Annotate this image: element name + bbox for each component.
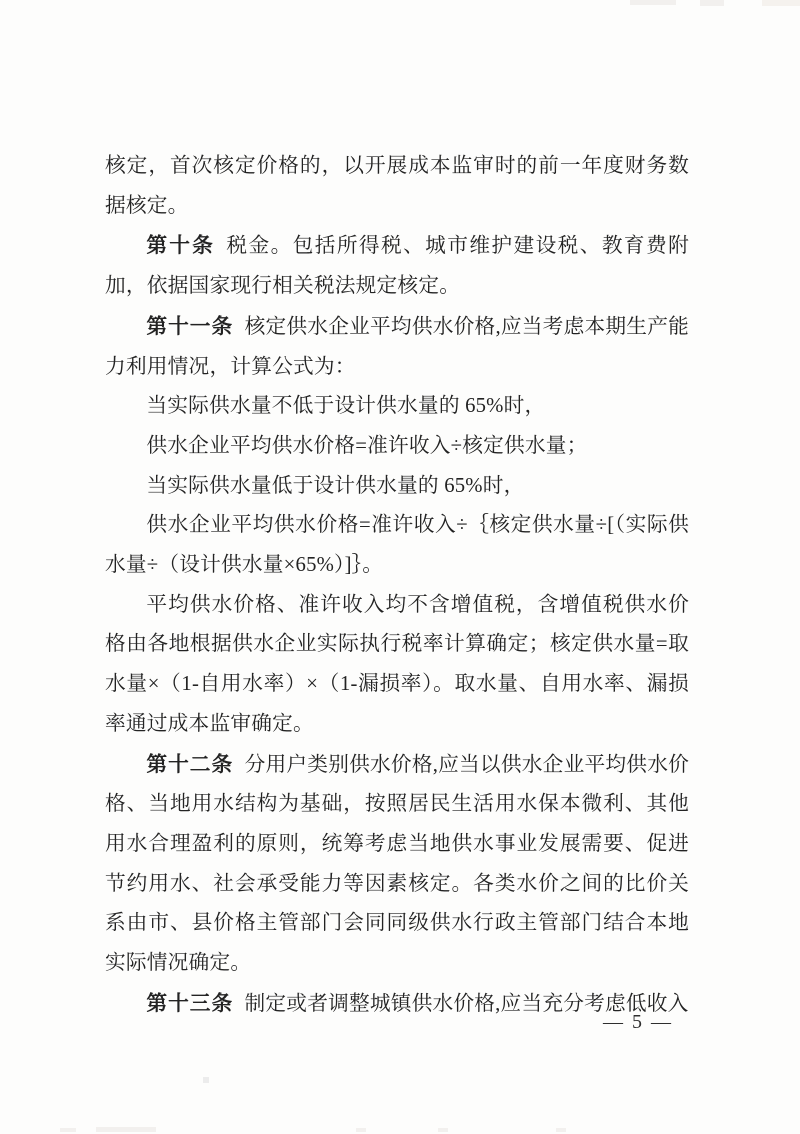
scan-artifact: [356, 1128, 366, 1132]
paragraph-text: 供水企业平均供水价格=准许收入÷核定供水量；: [146, 434, 588, 457]
paragraph-text: 制定或者调整城镇供水价格,应当充分考虑低收入: [244, 992, 689, 1015]
scan-artifact: [630, 0, 676, 5]
paragraph: [105, 586, 689, 745]
paragraph: [105, 745, 689, 984]
article-number: 第十二条: [146, 752, 234, 776]
article-number: 第十一条: [146, 314, 234, 338]
article-number: 第十条: [146, 234, 216, 258]
scan-artifact: [762, 0, 800, 6]
page-number: — 5 —: [603, 1011, 673, 1033]
scan-artifact: [700, 0, 724, 6]
paragraph: [105, 226, 689, 306]
document-body: [105, 147, 689, 1024]
formula-line: [105, 427, 689, 467]
formula-line: [105, 467, 689, 507]
paragraph-text: 核定，首次核定价格的，以开展成本监审时的前一年度财务数据核定。: [105, 155, 689, 217]
paragraph-text: 当实际供水量不低于设计供水量的 65%时，: [146, 395, 546, 418]
paragraph-text: 核定供水企业平均供水价格,应当考虑本期生产能力利用情况，计算公式为：: [105, 315, 689, 378]
paragraph-text: 平均供水价格、准许收入均不含增值税，含增值税供水价格由各地根据供水企业实际执行税率计算确定；核定供水量=取水量×（1-自用水率）×（1-漏损率）。取水量、自用水率、漏损率通过成本监审确定。: [105, 593, 689, 735]
formula-line: [105, 506, 689, 585]
paragraph-text: 供水企业平均供水价格=准许收入÷｛核定供水量÷[（实际供水量÷（设计供水量×65%）]｝。: [105, 514, 690, 577]
paragraph: [105, 307, 689, 387]
paragraph-text: 当实际供水量低于设计供水量的 65%时，: [146, 474, 525, 497]
scan-artifact: [438, 1128, 448, 1132]
scan-artifact: [556, 1128, 566, 1132]
article-number: 第十三条: [146, 991, 234, 1015]
scan-artifact: [60, 1128, 76, 1132]
formula-line: [105, 387, 689, 427]
paragraph-text: 税金。包括所得税、城市维护建设税、教育费附加，依据国家现行相关税法规定核定。: [105, 235, 689, 298]
paragraph-text: 分用户类别供水价格,应当以供水企业平均供水价格、当地用水结构为基础，按照居民生活用水保本微利、其他用水合理盈利的原则，统筹考虑当地供水事业发展需要、促进节约用水、社会承受能力等因素核定。各类水价之间的比价关系由市、县价格主管部门会同同级供水行政主管部门结合本地实际情况确定。: [105, 753, 689, 975]
paragraph: [105, 147, 689, 226]
paragraph: [105, 984, 689, 1025]
scan-artifact: [96, 1127, 156, 1132]
scan-artifact: [203, 1077, 209, 1083]
